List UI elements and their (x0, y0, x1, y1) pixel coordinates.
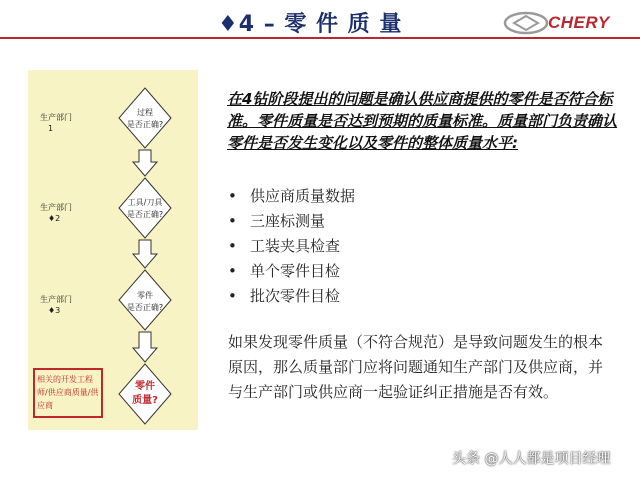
dept-label-2-name: 生产部门 (40, 203, 72, 212)
dept-label-3 (40, 294, 72, 316)
decision-text-2 (115, 197, 175, 221)
decision-1-line2: 是否正确? (126, 120, 164, 129)
bullet-icon: • (228, 212, 237, 230)
dept-label-2-number: ♦2 (48, 214, 61, 223)
dept-label-1 (40, 112, 72, 134)
decision-1-line1: 过程 (137, 108, 153, 117)
flow-arrow-2 (133, 240, 157, 268)
responsible-party-box: 相关的开发工程师/供应商质量/供应商 (33, 368, 103, 418)
root-cause-paragraph: 如果发现零件质量（不符合规范）是导致问题发生的根本原因，那么质量部门应将问题通知生产部门及供应商，并与生产部门或供应商一起验证纠正措施是否有效。 (228, 333, 604, 401)
list-item-text: 批次零件目检 (250, 287, 341, 305)
decision-text-3 (115, 290, 175, 314)
bullet-icon: • (228, 262, 237, 280)
bullet-icon: • (228, 187, 237, 205)
decision-3-line2: 是否正确? (126, 303, 164, 312)
decision-2-line2: 是否正确? (126, 210, 164, 219)
list-item (228, 259, 608, 284)
dept-label-1-name: 生产部门 (40, 113, 72, 122)
bullet-icon: • (228, 287, 237, 305)
flow-arrow-1 (133, 150, 157, 176)
dept-label-2 (40, 202, 72, 224)
decision-quality-line1: 零件 (135, 381, 155, 392)
list-item (228, 184, 608, 209)
list-item (228, 284, 608, 309)
list-item-text: 供应商质量数据 (250, 187, 356, 205)
flow-arrow-3 (133, 332, 157, 362)
decision-quality-line2: 质量? (132, 395, 158, 406)
check-method-list (228, 184, 608, 309)
list-item-text: 三座标测量 (250, 212, 326, 230)
list-item-text: 工装夹具检查 (250, 237, 341, 255)
decision-text-quality (120, 380, 170, 408)
bullet-icon: • (228, 237, 237, 255)
dept-label-3-name: 生产部门 (40, 295, 72, 304)
list-item-text: 单个零件目检 (250, 262, 341, 280)
intro-statement: 在4钻阶段提出的问题是确认供应商提供的零件是否符合标准。零件质量是否达到预期的质量标准。质量部门负责确认零件是否发生变化以及零件的整体质量水平: (227, 90, 618, 152)
decision-text-1 (115, 107, 175, 131)
brand-name: CHERY (548, 13, 610, 32)
list-item (228, 234, 608, 259)
dept-label-1-number: 1 (48, 124, 54, 133)
slide-title: ♦4 – 零 件 质 量 (218, 12, 403, 37)
decision-3-line1: 零件 (137, 291, 153, 300)
decision-2-line1: 工具/刀具 (127, 198, 163, 207)
list-item (228, 209, 608, 234)
dept-label-3-number: ♦3 (48, 306, 61, 315)
watermark-text: 头条 @人人都是项目经理 (452, 451, 611, 467)
